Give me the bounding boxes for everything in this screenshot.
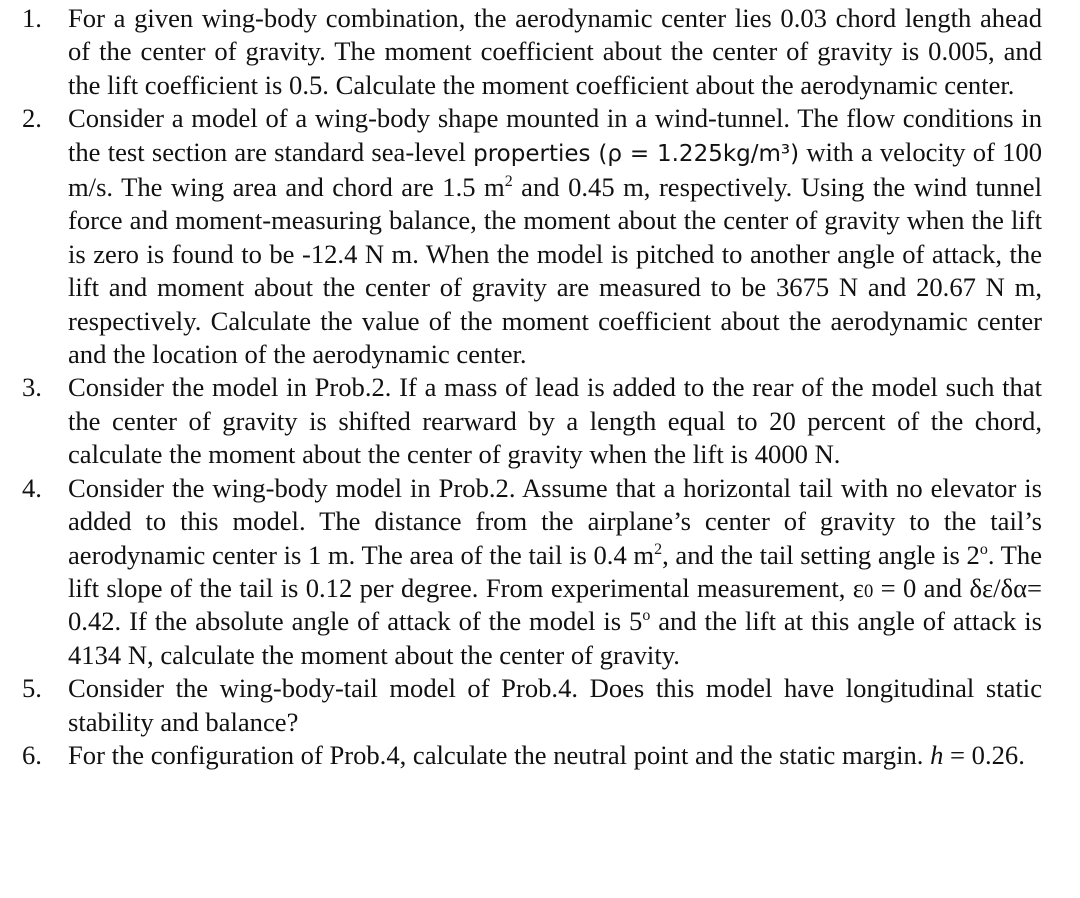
problem-2 [0,102,1080,371]
problem-text-part: Consider a model of a wing-body shape mounted in a wind-tunnel. The flow conditions in the test section are standard sea-level [68,103,1042,167]
problem-text: For a given wing-body combination, the aerodynamic center lies 0.03 chord length ahead of the center of gravity. The moment coefficient about the center of gravity is 0.005, and the lift coefficient is 0.5. Calculate the moment coefficient about the aerodynamic center. [68,3,1042,100]
problem-4 [0,472,1080,672]
problem-text-part: and 0.45 m, respectively. Using the wind tunnel force and moment-measuring balance, the moment about the center of gravity when the lift is zero is found to be -12.4 N m. When the model is pitched to another angle of attack, the lift and moment about the center of gravity are measured to be 3675 N and 20.67 N m, respectively. Calculate the value of the moment coefficient about the aerodynamic center and the location of the aerodynamic center. [68,172,1043,370]
problem-number: 2. [22,103,42,134]
superscript: 2 [504,173,513,191]
problem-text [68,102,1042,371]
problem-number: 1. [22,3,42,33]
problem-3 [0,371,1080,471]
problem-text-part: . The lift slope of the tail is 0.12 per degree. From experimental measurement, ε [68,539,1042,603]
problem-text-part: = 0 and δε/δα= 0.42. If the absolute angle of attack of the model is 5 [68,572,1042,637]
problem-text-part: , and the tail setting angle is 2 [662,539,980,570]
density-expression: properties (ρ = 1.225kg/m³) [473,140,800,167]
problem-number: 3. [22,372,42,403]
degree-superscript: o [642,607,651,625]
problem-sheet [0,2,1080,772]
problem-text [68,472,1042,672]
problem-list [0,2,1080,772]
subscript: 0 [863,580,874,602]
problem-text-part: For the configuration of Prob.4, calculate the neutral point and the static margin. [68,739,931,770]
problem-text: Consider the wing-body-tail model of Prob.4. Does this model have longitudinal static stability and balance? [68,673,1042,737]
problem-number: 4. [22,472,42,503]
degree-superscript: o [979,540,988,558]
variable-h: h [930,739,944,770]
problem-1 [0,2,1080,102]
problem-text-part: and the lift at this angle of attack is 4134 N, calculate the moment about the center of gravity. [68,606,1042,670]
problem-number: 5. [22,673,42,704]
problem-text [68,739,1042,772]
problem-text-part: = 0.26. [943,739,1025,770]
problem-text: Consider the model in Prob.2. If a mass of lead is added to the rear of the model such that the center of gravity is shifted rearward by a length equal to 20 percent of the chord, calculate the moment about the center of gravity when the lift is 4000 N. [68,372,1042,470]
problem-text-part: with a velocity of 100 m/s. The wing area and chord are 1.5 m [68,136,1042,203]
problem-text-part: Consider the wing-body model in Prob.2. Assume that a horizontal tail with no elevator is added to this model. The distance from the airplane’s center of gravity to the tail’s aerodynamic center is 1 m. The area of the tail is 0.4 m [68,472,1042,570]
superscript: 2 [654,540,663,558]
problem-5 [0,672,1080,739]
problem-6 [0,739,1080,772]
problem-number: 6. [22,739,42,770]
